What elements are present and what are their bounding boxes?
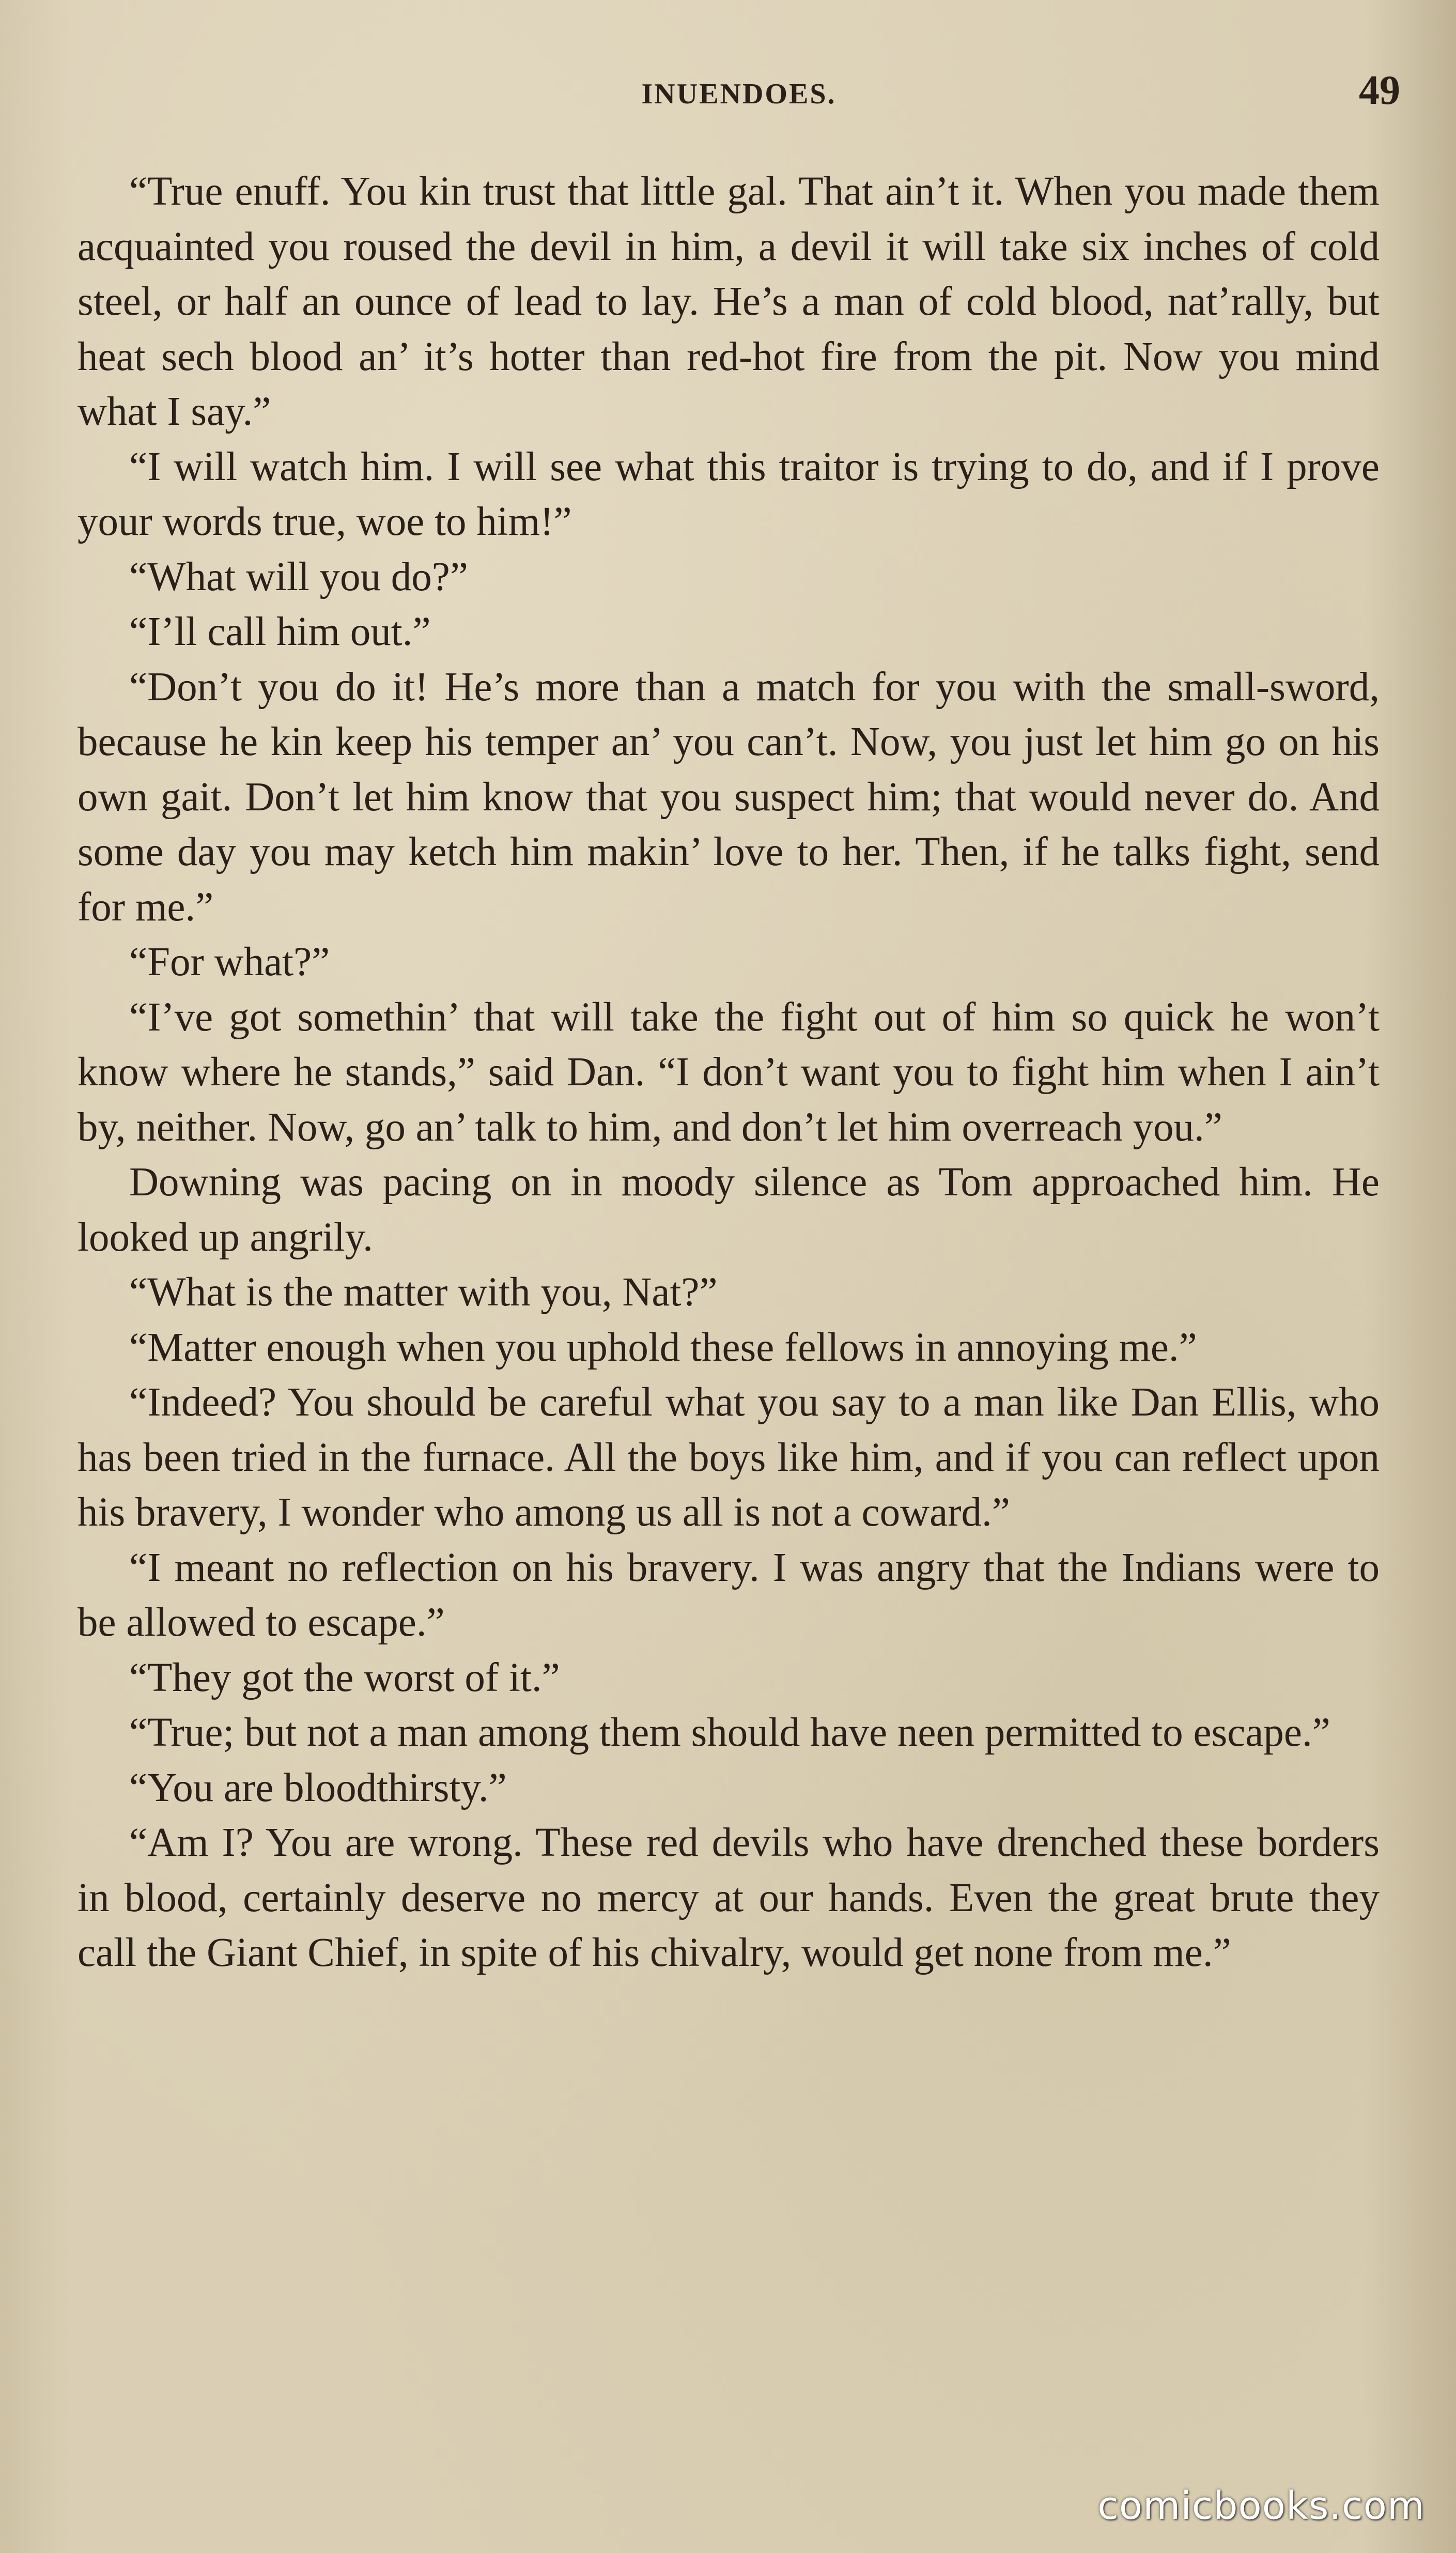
paragraph: “True enuff. You kin trust that little gal. That ain’t it. When you made them acquainted you roused the devil in him, a devil it will take six inches of cold steel, or half an ounce of lead to lay. He’s a man of cold blood, nat’rally, but heat sech blood an’ it’s hotter than red-hot fire from the pit. Now you mind what I say.” [78, 169, 1380, 434]
paragraph: “I will watch him. I will see what this traitor is trying to do, and if I prove your words true, woe to him!” [78, 444, 1380, 544]
page-number: 49 [1359, 68, 1400, 113]
body-text [78, 164, 1380, 1981]
paragraph: “I’ve got somethin’ that will take the fight out of him so quick he won’t know where he stands,” said Dan. “I don’t want you to fight him when I ain’t by, neither. Now, go an’ talk to him, and don’t let him overreach you.” [78, 994, 1380, 1150]
paragraph: “Am I? You are wrong. These red devils who have drenched these borders in blood, certainly deserve no mercy at our hands. Even the great brute they call the Giant Chief, in spite of his chivalry, would get none from me.” [78, 1820, 1380, 1975]
page-header [78, 67, 1400, 129]
paragraph: “For what?” [129, 940, 330, 985]
paragraph: “True; but not a man among them should have neen permitted to escape.” [129, 1710, 1330, 1755]
paragraph: “Indeed? You should be careful what you say to a man like Dan Ellis, who has been tried in the furnace. All the boys like him, and if you can reflect upon his bravery, I wonder who among us all is not a coward.” [78, 1380, 1380, 1535]
paragraph: Downing was pacing on in moody silence as Tom approached him. He looked up angrily. [78, 1160, 1380, 1260]
paragraph: “They got the worst of it.” [129, 1655, 560, 1700]
watermark: comicbooks.com [1097, 2484, 1425, 2528]
paragraph: “What will you do?” [129, 554, 468, 599]
paragraph: “You are bloodthirsty.” [129, 1765, 507, 1810]
paragraph: “Matter enough when you uphold these fellows in annoying me.” [129, 1325, 1197, 1370]
paragraph: “Don’t you do it! He’s more than a match for you with the small-sword, because he kin keep his temper an’ you can’t. Now, you just let him go on his own gait. Don’t let him know that you suspect him; that would never do. And some day you may ketch him makin’ love to her. Then, if he talks fight, send for me.” [78, 664, 1380, 930]
paragraph: “I meant no reflection on his bravery. I was angry that the Indians were to be allowed to escape.” [78, 1545, 1380, 1645]
paragraph: “What is the matter with you, Nat?” [129, 1270, 718, 1315]
paragraph: “I’ll call him out.” [129, 609, 431, 654]
running-head: INUENDOES. [641, 78, 837, 110]
